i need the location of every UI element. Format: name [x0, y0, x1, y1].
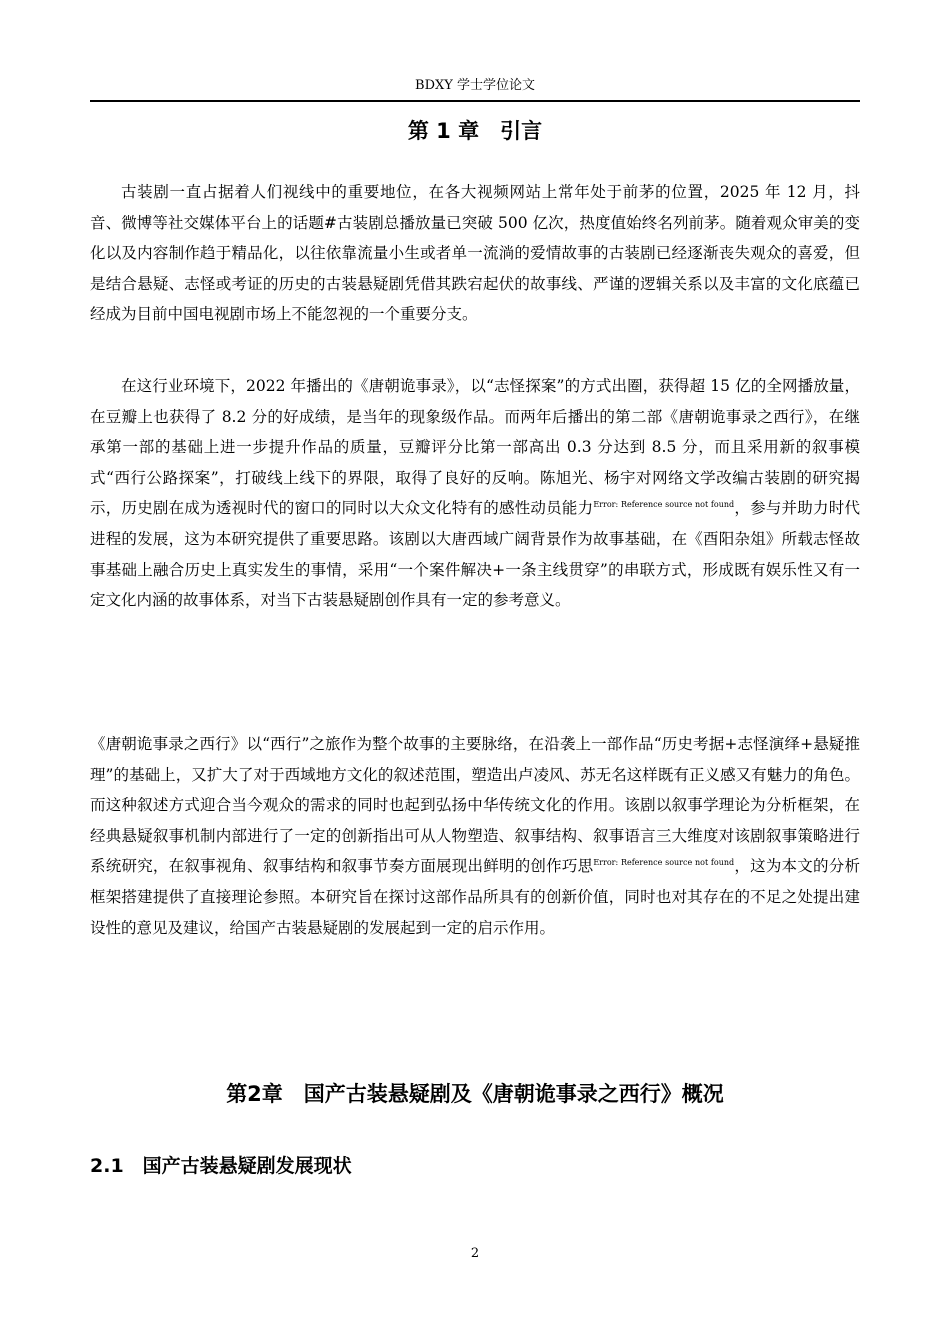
reference-error-note: Error: Reference source not found — [593, 858, 735, 868]
header-rule — [90, 100, 860, 102]
section-2-1-title: 2.1 国产古装悬疑剧发展现状 — [90, 1155, 352, 1177]
chapter-1-paragraph-1: 古装剧一直占据着人们视线中的重要地位，在各大视频网站上常年处于前茅的位置，2025 年 12 月，抖音、微博等社交媒体平台上的话题#古装剧总播放量已突破 500 亿次，热度值始终名列前茅。随着观众审美的变化以及内容制作趋于精品化，以往依靠流量小生或者单一流淌的爱情故事的古装剧已经逐渐丧失观众的喜爱，但是结合悬疑、志怪或考证的历史的古装悬疑剧凭借其跌宕起伏的故事线、严谨的逻辑关系以及丰富的文化底蕴已经成为目前中国电视剧市场上不能忽视的一个重要分支。 — [90, 183, 860, 324]
paragraph-3-text-b: ，这为本文的分析框架搭建提供了直接理论参照。本研究旨在探讨这部作品所具有的创新价值，同时也对其存在的不足之处提出建设性的意见及建议，给国产古装悬疑剧的发展起到一定的启示作用。 — [90, 857, 860, 937]
paragraph-2-text-b: ，参与并助力时代进程的发展，这为本研究提供了重要思路。该剧以大唐西域广阔背景作为故事基础，在《酉阳杂俎》所载志怪故事基础上融合历史上真实发生的事情，采用“一个案件解决+一条主线贯穿”的串联方式，形成既有娱乐性又有一定文化内涵的故事体系，对当下古装悬疑剧创作具有一定的参考意义。 — [90, 499, 860, 610]
chapter-1-paragraph-2 — [90, 371, 860, 616]
reference-error-note: Error: Reference source not found — [593, 500, 735, 510]
page-number: 2 — [470, 1246, 480, 1261]
paragraph-3-text-a: 《唐朝诡事录之西行》以“西行”之旅作为整个故事的主要脉络，在沿袭上一部作品“历史考据+志怪演绎+悬疑推理”的基础上，又扩大了对于西域地方文化的叙述范围，塑造出卢凌风、苏无名这样既有正义感又有魅力的角色。而这种叙述方式迎合当今观众的需求的同时也起到弘扬中华传统文化的作用。该剧以叙事学理论为分析框架，在经典悬疑叙事机制内部进行了一定的创新指出可从人物塑造、叙事结构、叙事语言三大维度对该剧叙事策略进行系统研究，在叙事视角、叙事结构和叙事节奏方面展现出鲜明的创作巧思 — [90, 735, 860, 876]
chapter-1-paragraph-3 — [90, 729, 860, 943]
paragraph-2-text-a: 在这行业环境下，2022 年播出的《唐朝诡事录》，以“志怪探案”的方式出圈，获得超 15 亿的全网播放量，在豆瓣上也获得了 8.2 分的好成绩，是当年的现象级作品。而两年后播出的第二部《唐朝诡事录之西行》，在继承第一部的基础上进一步提升作品的质量，豆瓣评分比第一部高出 0.3 分达到 8.5 分，而且采用新的叙事模式“西行公路探案”，打破线上线下的界限，取得了良好的反响。陈旭光、杨宇对网络文学改编古装剧的研究揭示，历史剧在成为透视时代的窗口的同时以大众文化特有的感性动员能力 — [90, 377, 860, 518]
chapter-2-title: 第2章 国产古装悬疑剧及《唐朝诡事录之西行》概况 — [226, 1082, 724, 1106]
running-header: BDXY 学士学位论文 — [415, 78, 535, 93]
chapter-1-title: 第 1 章 引言 — [407, 119, 543, 143]
